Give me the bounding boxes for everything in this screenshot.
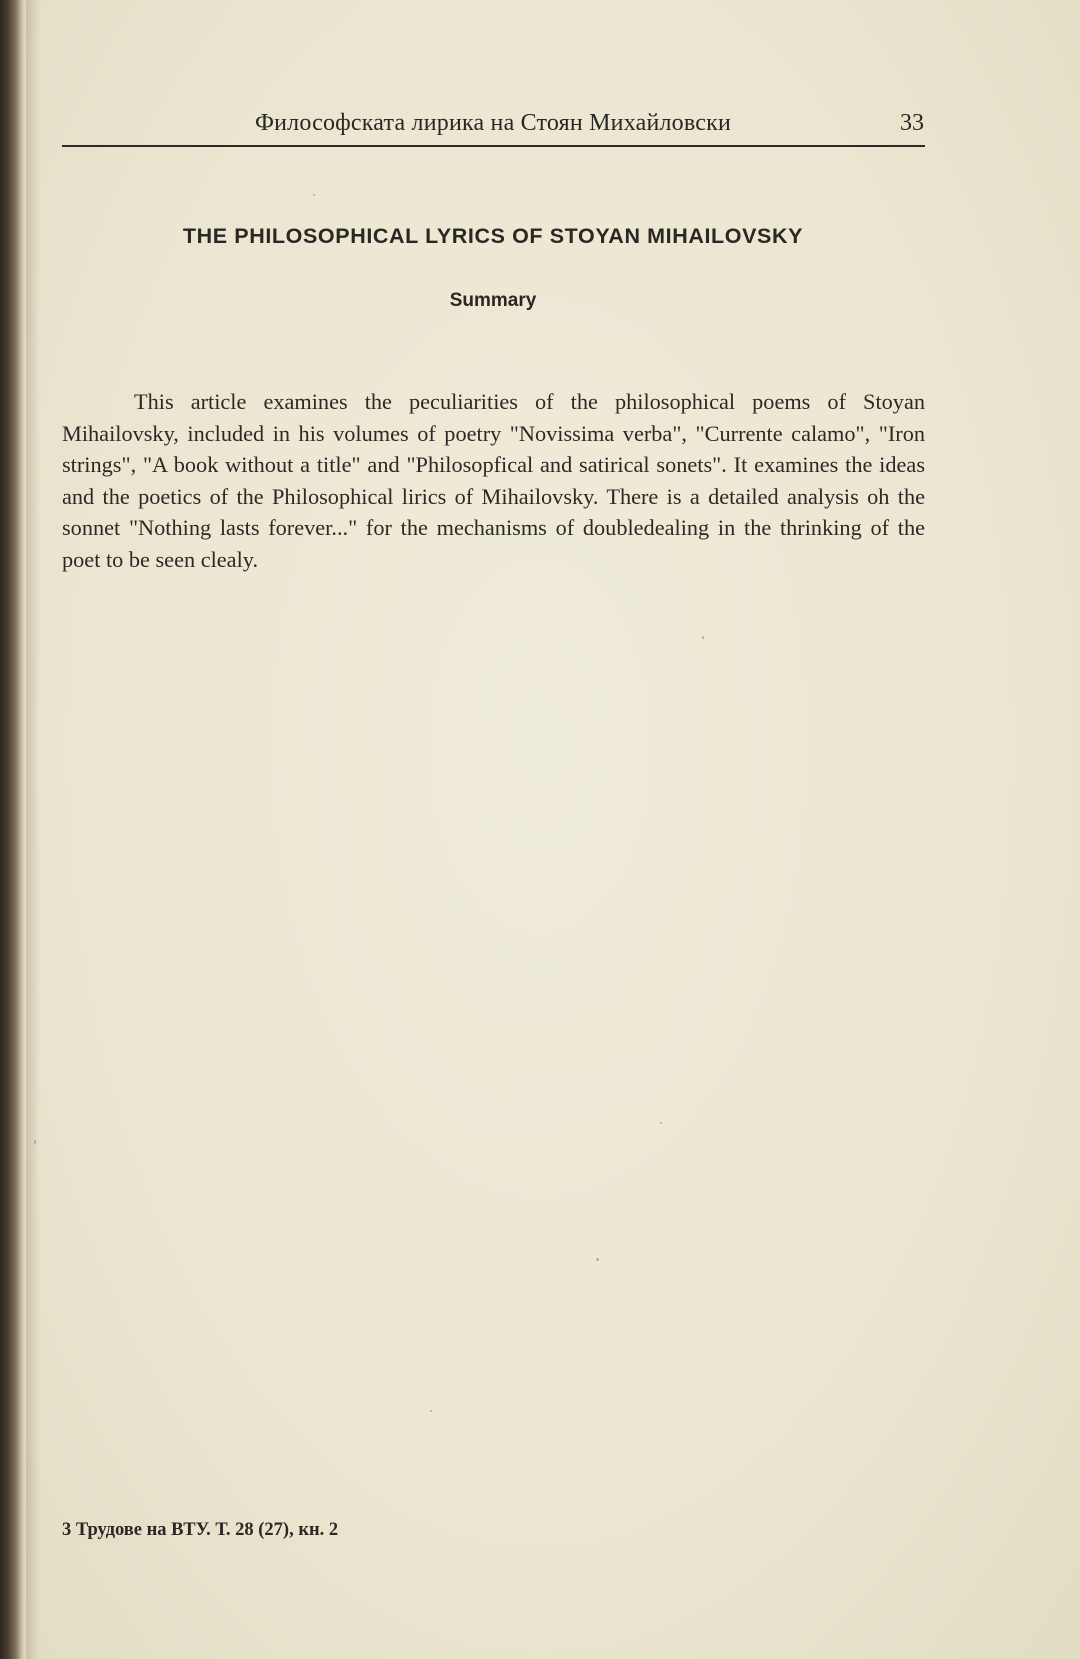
paper-speck (313, 194, 315, 196)
paper-speck (430, 1410, 432, 1412)
paper-speck (596, 1258, 599, 1261)
binding-shadow (26, 0, 40, 1659)
running-head (62, 110, 924, 144)
section-heading: Summary (449, 290, 537, 311)
article-title: THE PHILOSOPHICAL LYRICS OF STOYAN MIHAILOVSKY (182, 224, 804, 248)
page-number: 33 (900, 110, 924, 136)
paper-speck (34, 1140, 36, 1144)
paper-speck (702, 636, 704, 639)
header-rule (62, 145, 925, 147)
footer-note: 3 Трудове на ВТУ. Т. 28 (27), кн. 2 (62, 1520, 339, 1540)
paper-speck (660, 1122, 662, 1124)
summary-paragraph: This article examines the peculiarities of the philosophical poems of Stoyan Mihailovsky, included in his volumes of poetry "Novissima verba", "Currente calamo", "Iron strings", "A book without a title" and "Philosopfical and satirical sonets". It examines the ideas and the poetics of the Philosophical lirics of Mihailovsky. There is a detailed analysis oh the sonnet "Nothing lasts forever..." for the mechanisms of doubledealing in the thrinking of the poet to be seen clealy. (62, 389, 925, 572)
book-binding-edge (0, 0, 26, 1659)
running-head-title: Философската лирика на Стоян Михайловски (254, 110, 732, 136)
